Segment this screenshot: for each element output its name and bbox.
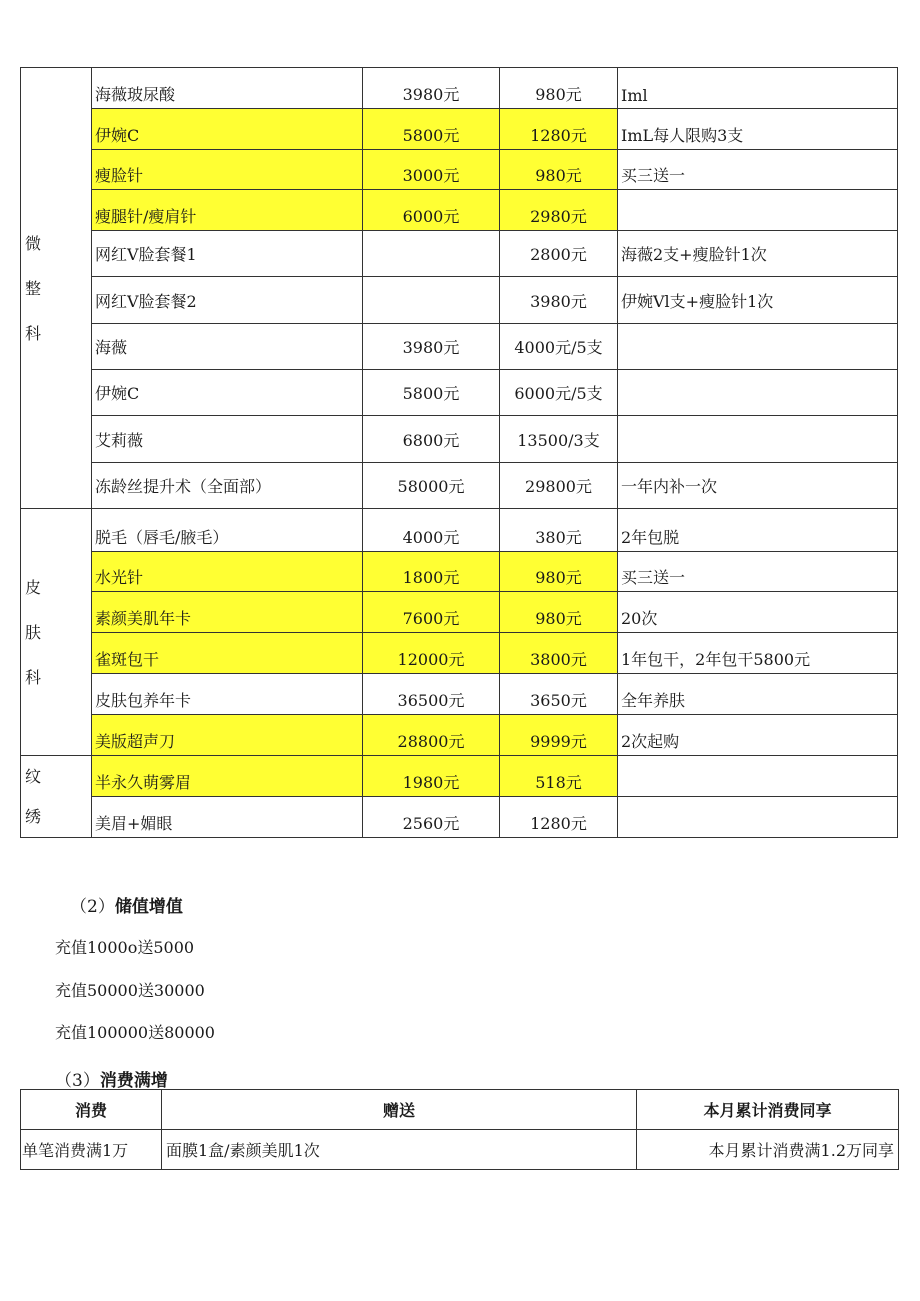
item-note: [618, 416, 898, 463]
sale-price: 980元: [500, 150, 618, 190]
table-row: [21, 416, 898, 463]
sale-price: 29800元: [500, 463, 618, 509]
item-note: 1年包干，2年包干5800元: [618, 633, 898, 674]
original-price: 1980元: [363, 756, 500, 797]
category-label: 纹 绣: [25, 766, 42, 826]
original-price: 7600元: [363, 592, 500, 633]
original-price: 28800元: [363, 715, 500, 756]
original-price: 5800元: [363, 109, 500, 150]
item-name: 素颜美肌年卡: [92, 592, 363, 633]
table-row: [21, 633, 898, 674]
column-header: 本月累计消费同享: [637, 1090, 899, 1130]
monthly-share: 本月累计消费满1.2万同享: [637, 1130, 899, 1170]
column-header: 消费: [21, 1090, 162, 1130]
category-label: 皮 肤 科: [25, 577, 42, 687]
sale-price: 13500/3支: [500, 416, 618, 463]
section-title: 消费满增: [99, 1071, 168, 1091]
sale-price: 3800元: [500, 633, 618, 674]
spend-condition: 单笔消费满1万: [21, 1130, 162, 1170]
original-price: 2560元: [363, 797, 500, 838]
table-row: [21, 1130, 899, 1170]
stored-value-line: 充值50000送30000: [55, 981, 205, 1000]
sale-price: 380元: [500, 509, 618, 552]
table-row: [21, 150, 898, 190]
original-price: 4000元: [363, 509, 500, 552]
table-row: [21, 277, 898, 324]
table-row: [21, 756, 898, 797]
table-row: [21, 674, 898, 715]
stored-value-heading: [70, 892, 183, 917]
item-name: 瘦脸针: [92, 150, 363, 190]
table-row: [21, 715, 898, 756]
item-note: [618, 324, 898, 370]
item-note: ImL每人限购3支: [618, 109, 898, 150]
original-price: 6000元: [363, 190, 500, 231]
table-row: [21, 324, 898, 370]
spend-promo-table: [20, 1089, 899, 1170]
category-tattoo: [21, 756, 92, 838]
item-note: 伊婉Vl支+瘦脸针1次: [618, 277, 898, 324]
item-note: 海薇2支+瘦脸针1次: [618, 231, 898, 277]
item-name: 脱毛（唇毛/腋毛）: [92, 509, 363, 552]
original-price: 3980元: [363, 324, 500, 370]
category-label: 微 整 科: [25, 233, 42, 343]
sale-price: 2800元: [500, 231, 618, 277]
table-row: [21, 68, 898, 109]
table-row: [21, 370, 898, 416]
original-price: 58000元: [363, 463, 500, 509]
item-name: 瘦腿针/瘦肩针: [92, 190, 363, 231]
item-note: 20次: [618, 592, 898, 633]
item-note: 一年内补一次: [618, 463, 898, 509]
sale-price: 2980元: [500, 190, 618, 231]
table-row: [21, 552, 898, 592]
category-micro: [21, 68, 92, 509]
original-price: 1800元: [363, 552, 500, 592]
sale-price: 3980元: [500, 277, 618, 324]
item-name: 美眉+媚眼: [92, 797, 363, 838]
item-note: [618, 797, 898, 838]
item-name: 水光针: [92, 552, 363, 592]
item-name: 网红V脸套餐2: [92, 277, 363, 324]
column-header: 赠送: [162, 1090, 637, 1130]
sale-price: 518元: [500, 756, 618, 797]
price-table: [20, 67, 898, 838]
original-price: [363, 231, 500, 277]
section-title: 储值增值: [114, 897, 183, 917]
item-note: 买三送一: [618, 150, 898, 190]
original-price: 12000元: [363, 633, 500, 674]
sale-price: 4000元/5支: [500, 324, 618, 370]
item-note: Iml: [618, 68, 898, 109]
sale-price: 3650元: [500, 674, 618, 715]
section-number: （2）: [70, 897, 115, 917]
original-price: 36500元: [363, 674, 500, 715]
section-number: （3）: [55, 1071, 100, 1091]
item-note: 买三送一: [618, 552, 898, 592]
table-row: [21, 463, 898, 509]
category-skin: [21, 509, 92, 756]
item-note: 全年养肤: [618, 674, 898, 715]
table-row: [21, 592, 898, 633]
original-price: [363, 277, 500, 324]
item-name: 半永久萌雾眉: [92, 756, 363, 797]
item-name: 海薇: [92, 324, 363, 370]
sale-price: 1280元: [500, 109, 618, 150]
original-price: 5800元: [363, 370, 500, 416]
item-name: 网红V脸套餐1: [92, 231, 363, 277]
item-name: 冻龄丝提升术（全面部）: [92, 463, 363, 509]
item-name: 海薇玻尿酸: [92, 68, 363, 109]
item-name: 伊婉C: [92, 370, 363, 416]
sale-price: 6000元/5支: [500, 370, 618, 416]
sale-price: 9999元: [500, 715, 618, 756]
table-row: [21, 797, 898, 838]
original-price: 3000元: [363, 150, 500, 190]
sale-price: 980元: [500, 68, 618, 109]
sale-price: 980元: [500, 592, 618, 633]
item-note: [618, 756, 898, 797]
item-note: 2年包脱: [618, 509, 898, 552]
sale-price: 1280元: [500, 797, 618, 838]
table-header-row: [21, 1090, 899, 1130]
table-row: [21, 109, 898, 150]
stored-value-line: 充值1000o送5000: [55, 938, 195, 957]
item-name: 伊婉C: [92, 109, 363, 150]
item-name: 皮肤包养年卡: [92, 674, 363, 715]
table-row: [21, 231, 898, 277]
original-price: 6800元: [363, 416, 500, 463]
item-note: [618, 370, 898, 416]
item-name: 雀斑包干: [92, 633, 363, 674]
item-name: 美版超声刀: [92, 715, 363, 756]
table-row: [21, 509, 898, 552]
item-note: [618, 190, 898, 231]
gift: 面膜1盒/素颜美肌1次: [162, 1130, 637, 1170]
item-note: 2次起购: [618, 715, 898, 756]
stored-value-line: 充值100000送80000: [55, 1023, 215, 1042]
table-row: [21, 190, 898, 231]
original-price: 3980元: [363, 68, 500, 109]
sale-price: 980元: [500, 552, 618, 592]
spend-promo-heading: [55, 1066, 168, 1091]
item-name: 艾莉薇: [92, 416, 363, 463]
